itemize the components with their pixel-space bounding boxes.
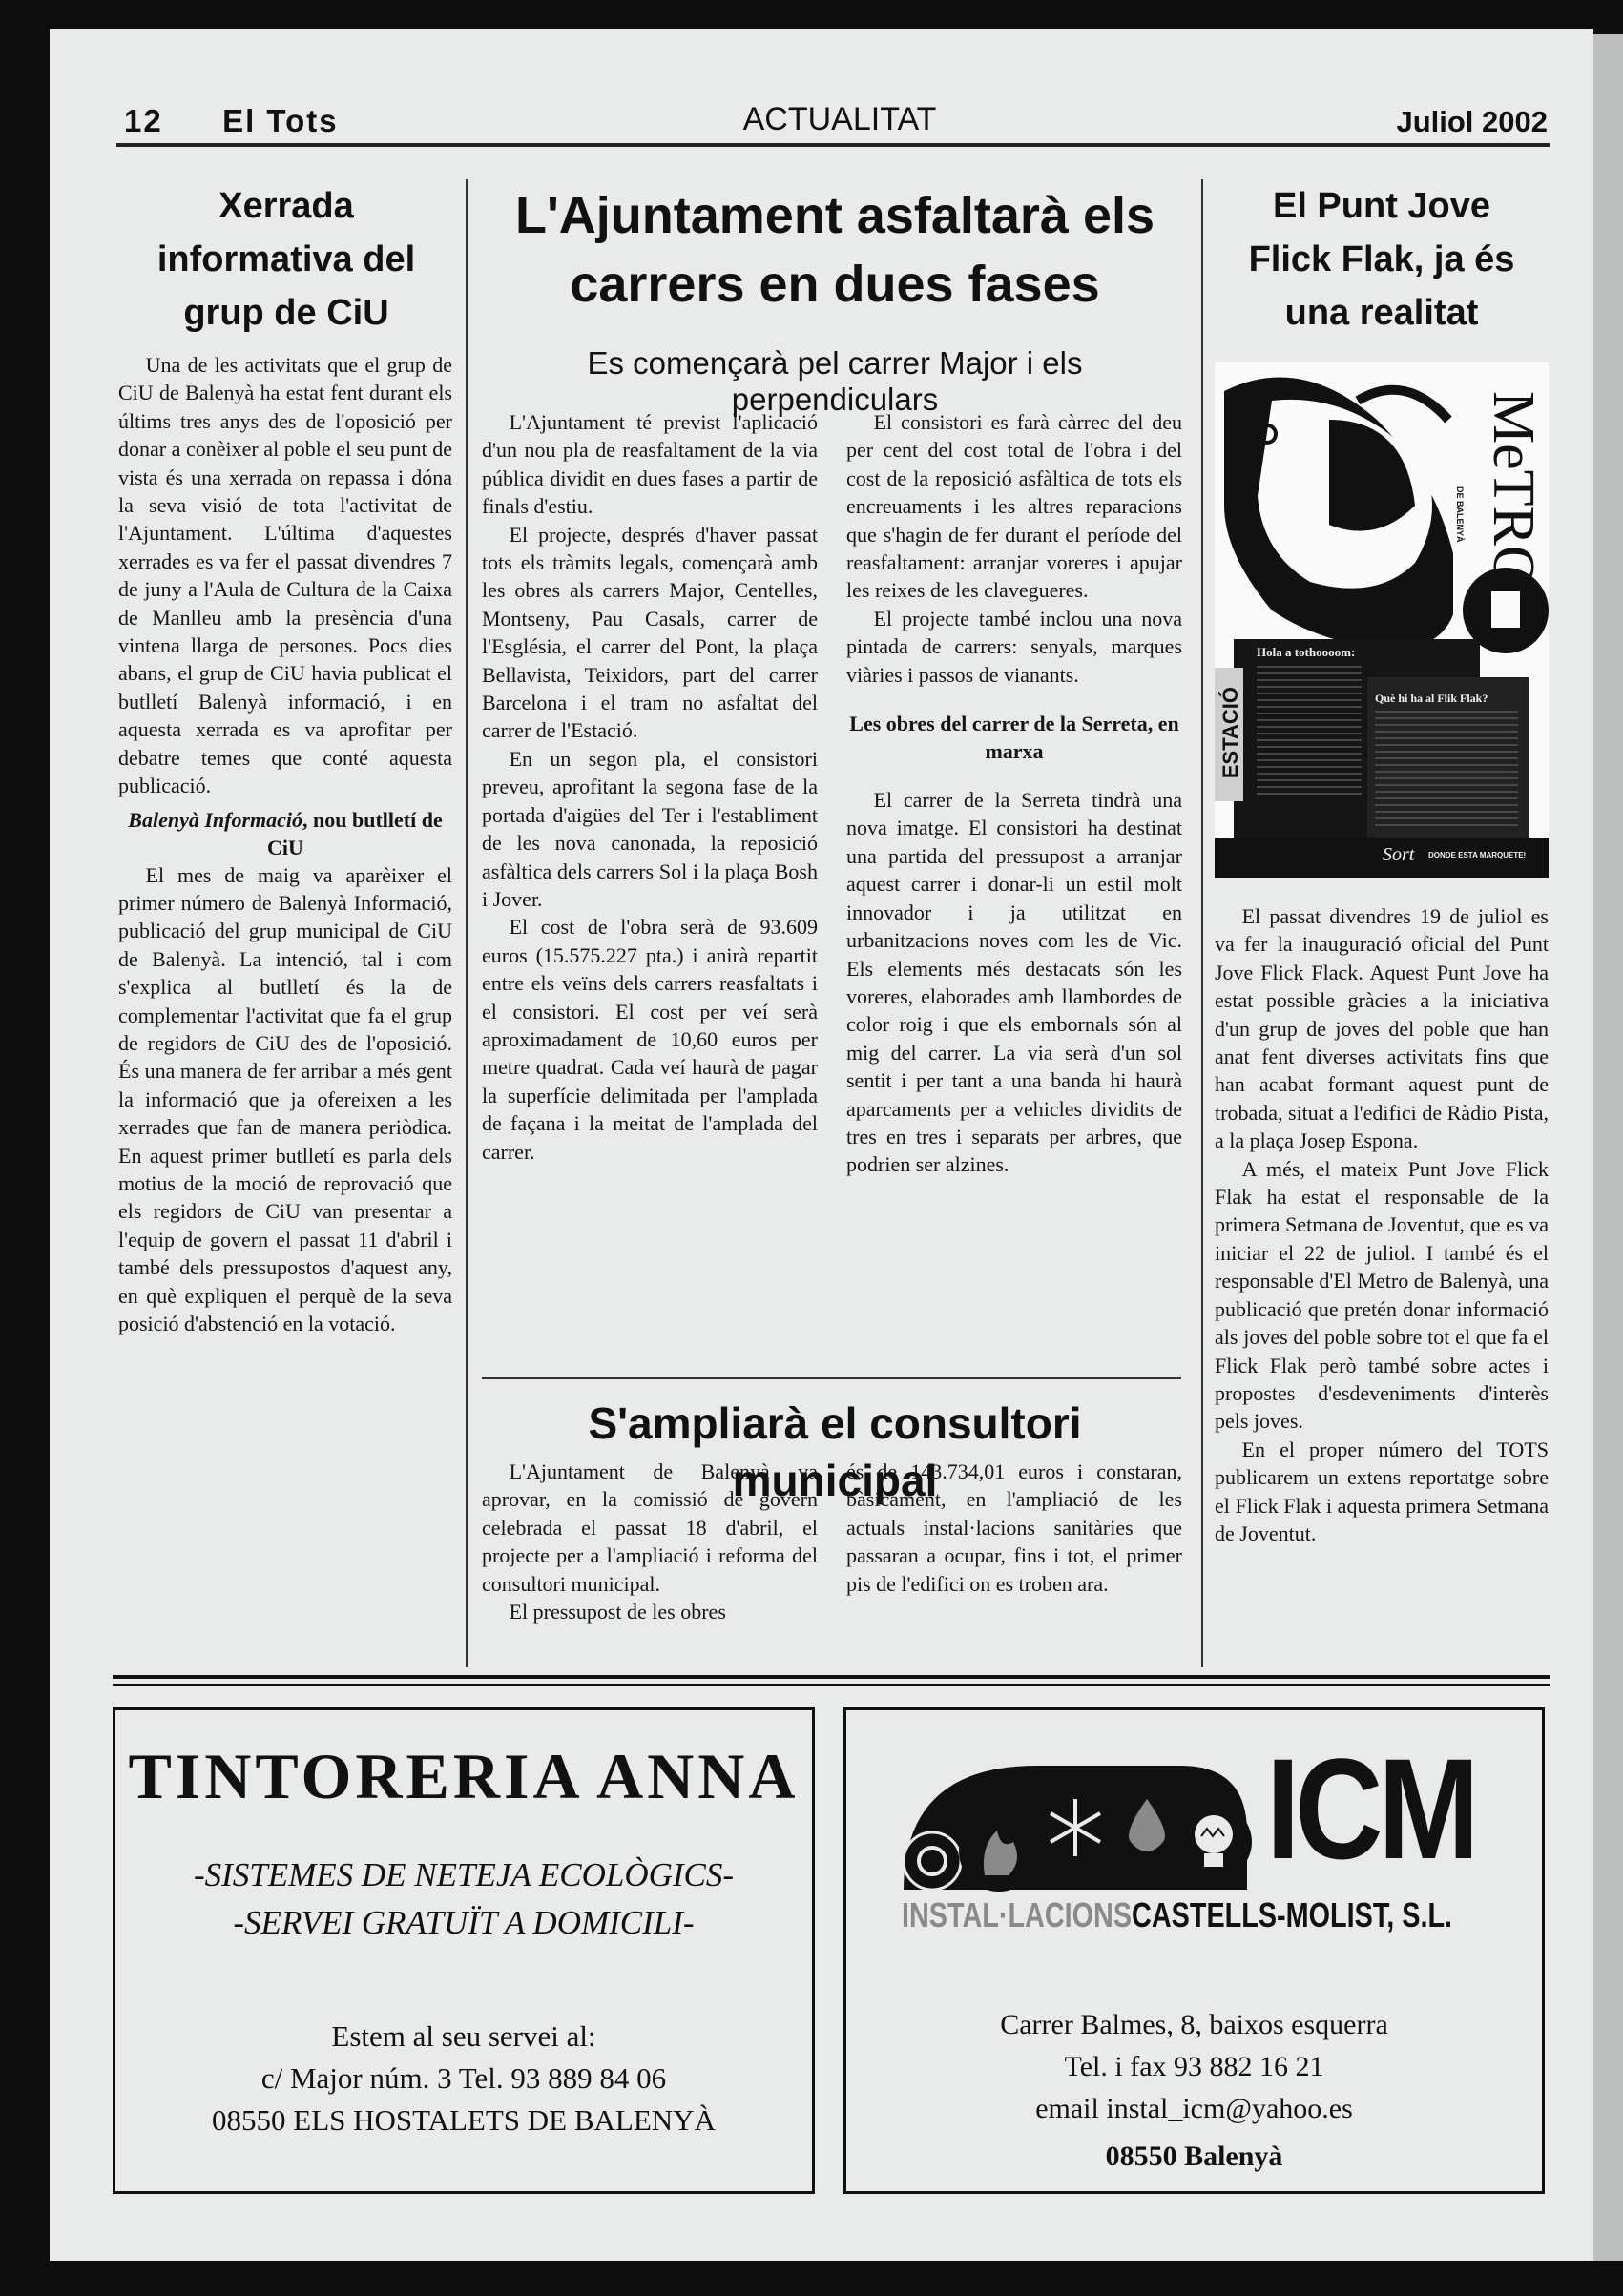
ad-tintoreria <box>113 1707 815 2194</box>
paragraph: Una de les activitats que el grup de CiU de Balenyà ha estat fent durant els últims tres anys des de l'oposició per donar a conèixer al poble el seu punt de vista és una xerrada on repassa i dóna la seva visió de tota l'activitat de l'Ajuntament. L'última d'aquestes xerrades es va fer el passat divendres 7 de juny a l'Aula de Cultura de la Caixa de Manlleu amb la presència d'una vintena llarga de persones. Pocs dies abans, el grup de CiU havia publicat el butlletí Balenyà informació, i en aquesta xerrada es va aprofitar per debatre temes que conté aquesta publicació. <box>118 353 452 798</box>
article-separator <box>482 1377 1181 1379</box>
tintoreria-slogan-2: -SERVEI GRATUÏT A DOMICILI- <box>233 1904 695 1941</box>
main-article-subtitle: Es començarà pel carrer Major i els perpendiculars <box>587 345 1083 417</box>
subheading-italic: Balenyà Informació <box>128 807 303 832</box>
left-article-subheading <box>118 806 452 861</box>
paragraph: El projecte, després d'haver passat tots els tràmits legals, començarà amb les obres als carrers Major, Centelles, Montseny, Pau Casals, carrer de l'Església, el carrer del Pont, la plaça Bellavista, Teixidors, part del carrer Barcelona i el tram no asfaltat del carrer de l'Estació. <box>482 522 818 743</box>
metro-box1-title: Hola a tothoooom: <box>1257 645 1356 659</box>
right-article-title <box>1214 179 1550 340</box>
icm-logo-letters: ICM <box>1266 1728 1475 1889</box>
paragraph: El projecte també inclou una nova pintada de carrers: senyals, marques viàries i passos de vianants. <box>846 606 1182 687</box>
icm-city: 08550 Balenyà <box>1105 2141 1283 2172</box>
ads-rule-bottom <box>113 1684 1550 1686</box>
subheading-rest: , nou butlletí de CiU <box>267 807 443 859</box>
paragraph: és de 143.734,01 euros i constaran, bàsicament, en l'ampliació de les actuals instal·lacions sanitàries que passaran a ocupar, fins i tot, el primer pis de l'edifici on es troben ara. <box>846 1459 1182 1596</box>
right-article-body <box>1215 902 1549 1547</box>
paragraph: L'Ajuntament de Balenyà va aprovar, en la comissió de govern celebrada el passat 18 d'abril, el projecte per a l'ampliació i reforma del consultori municipal. <box>482 1459 818 1596</box>
second-article-title: S'ampliarà el consultori municipal <box>588 1398 1082 1505</box>
tintoreria-contact-2: c/ Major núm. 3 Tel. 93 889 84 06 <box>260 2061 667 2095</box>
main-article-title <box>482 181 1188 319</box>
issue-date: Juliol 2002 <box>1396 105 1548 138</box>
paragraph: En el proper número del TOTS publicarem un extens reportatge sobre el Flick Flak i aquesta primera Setmana de Joventut. <box>1215 1437 1549 1545</box>
ad-icm <box>843 1707 1545 2194</box>
icm-company-a: INSTAL·LACIONS <box>902 1895 1133 1934</box>
page-edge <box>1593 34 1623 2261</box>
title-line: El Punt Jove <box>1272 186 1491 226</box>
paragraph: El passat divendres 19 de juliol es va fer la inauguració oficial del Punt Jove Flick Flack. Aquest Punt Jove ha estat possible gràcies a la iniciativa d'un grup de joves del poble que han anat fent diverses activitats fins que han acabat formant aquest punt de trobada, situat a l'edifici de Ràdio Pista, a la plaça Josep Espona. <box>1215 904 1549 1153</box>
metro-side-label: ESTACIÓ <box>1218 687 1242 779</box>
main-article-col2 <box>846 408 1182 1179</box>
paragraph: El mes de maig va aparèixer el primer número de Balenyà Informació, publicació del grup municipal de CiU de Balenyà. La intenció, tal i com s'explica al butlletí és la de complementar l'activitat que fa el grup de regidors de CiU des de l'oposició. És una manera de fer arribar a més gent la informació que ja ofereixen a les xerrades que fan de manera periòdica. En aquest primer butlletí es parla dels motius de la moció de reprovació que els regidors de CiU van presentar a l'equip de govern el passat 11 d'abril i també dels pressupostos d'aquest any, en què expliquen el perquè de la seva posició d'abstenció en la votació. <box>118 862 452 1335</box>
icm-company-name <box>902 1895 1453 1935</box>
section-name: ACTUALITAT <box>742 101 937 137</box>
icm-phone: Tel. i fax 93 882 16 21 <box>1064 2051 1324 2082</box>
publication-name: El Tots <box>222 103 339 138</box>
title-line: Flick Flak, ja és <box>1248 239 1515 279</box>
ads-rule-top <box>113 1675 1550 1679</box>
metro-masthead: MeTRO <box>1481 391 1546 589</box>
tintoreria-contact-1: Estem al seu servei al: <box>331 2019 596 2053</box>
metro-box1-text <box>1257 666 1362 799</box>
paragraph: En un segon pla, el consistori preveu, aprofitant la segona fase de la portada d'aigües del Ter i l'establiment de les nova canonada, la reposició asfàltica dels carrers Sol i la plaça Bosh i Jover. <box>482 746 818 911</box>
tintoreria-slogan-1: -SISTEMES DE NETEJA ECOLÒGICS- <box>193 1856 735 1893</box>
metro-footer-small: DONDE ESTA MARQUETE! <box>1428 851 1527 859</box>
title-line: una realitat <box>1284 293 1479 333</box>
tintoreria-title: TINTORERIA ANNA <box>128 1740 800 1812</box>
title-line: Xerrada <box>218 186 354 226</box>
column-divider-left <box>466 179 468 1667</box>
metro-box2-title: Què hi ha al Flik Flak? <box>1375 692 1488 705</box>
main-article-col1 <box>482 408 818 1166</box>
title-line: L'Ajuntament asfaltarà els <box>514 187 1155 244</box>
metro-cover-image <box>1215 362 1549 878</box>
paragraph: El consistori es farà càrrec del deu per cent del cost total de l'obra i del cost de la reposició asfàltica de tots els encreuaments i les altres reparacions que s'hagin de fer durant el període del reasfaltament: arranjar voreres i apujar les reixes de les clavegueres. <box>846 410 1182 603</box>
paragraph: L'Ajuntament té previst l'aplicació d'un nou pla de reasfaltament de la via pública dividit en dues fases a partir de finals d'estiu. <box>482 410 818 519</box>
left-article-title <box>124 179 448 340</box>
tintoreria-contact-3: 08550 ELS HOSTALETS DE BALENYÀ <box>212 2103 716 2137</box>
title-line: informativa del <box>156 239 416 279</box>
metro-masthead-small: DE BALENYÀ <box>1455 486 1465 543</box>
icm-address: Carrer Balmes, 8, baixos esquerra <box>1000 2009 1388 2040</box>
metro-footer-word: Sort <box>1383 844 1415 865</box>
icm-logo-icons <box>894 1747 1257 1909</box>
icm-company-b: CASTELLS-MOLIST, S.L. <box>1132 1895 1453 1934</box>
page-header-left <box>124 103 339 139</box>
paragraph: El cost de l'obra serà de 93.609 euros (15.575.227 pta.) i anirà repartit entre els veïns dels carrers reasfaltats i el consistori. El cost per veí serà aproximadament de 10,60 euros per metre quadrat. Cada veí haurà de pagar la superfície delimitada per l'amplada de façana i la meitat de l'amplada del carrer. <box>482 915 818 1164</box>
second-article-col2 <box>846 1458 1182 1598</box>
second-article-col1 <box>482 1458 818 1625</box>
left-article-body <box>118 351 452 1337</box>
icm-email: email instal_icm@yahoo.es <box>1035 2093 1353 2124</box>
title-line: grup de CiU <box>183 293 389 333</box>
paragraph: A més, el mateix Punt Jove Flick Flak ha estat el responsable de la primera Setmana de Joventut, que es va iniciar el 22 de juliol. I també és el responsable d'El Metro de Balenyà, una publicació que pretén donar informació als joves del poble sobre tot el que fa el Flick Flak però també sobre actes i propostes d'esdeveniments d'interès pels joves. <box>1215 1156 1549 1434</box>
main-article-subheading: Les obres del carrer de la Serreta, en marxa <box>849 712 1179 764</box>
paragraph: El carrer de la Serreta tindrà una nova imatge. El consistori ha destinat una partida del pressupost a arranjar aquest carrer i donar-li un estil molt innovador i ja utilitzat en urbanitzacions noves com les de Vic. Els elements més destacats són les voreres, elaborades amb llambordes de color roig i que els embornals són al mig del carrer. La via serà d'un sol sentit i per tant a una banda hi haurà aparcaments per a vehicles dividits de tres en tres i separats per arbres, que podrien ser alzines. <box>846 788 1182 1177</box>
column-divider-right <box>1201 179 1203 1667</box>
page-number: 12 <box>124 103 163 138</box>
icm-icons-art <box>894 1747 1257 1909</box>
header-rule <box>116 143 1550 147</box>
title-line: carrers en dues fases <box>570 256 1100 313</box>
paragraph: El pressupost de les obres <box>509 1600 726 1624</box>
metro-box2-text <box>1375 711 1518 830</box>
